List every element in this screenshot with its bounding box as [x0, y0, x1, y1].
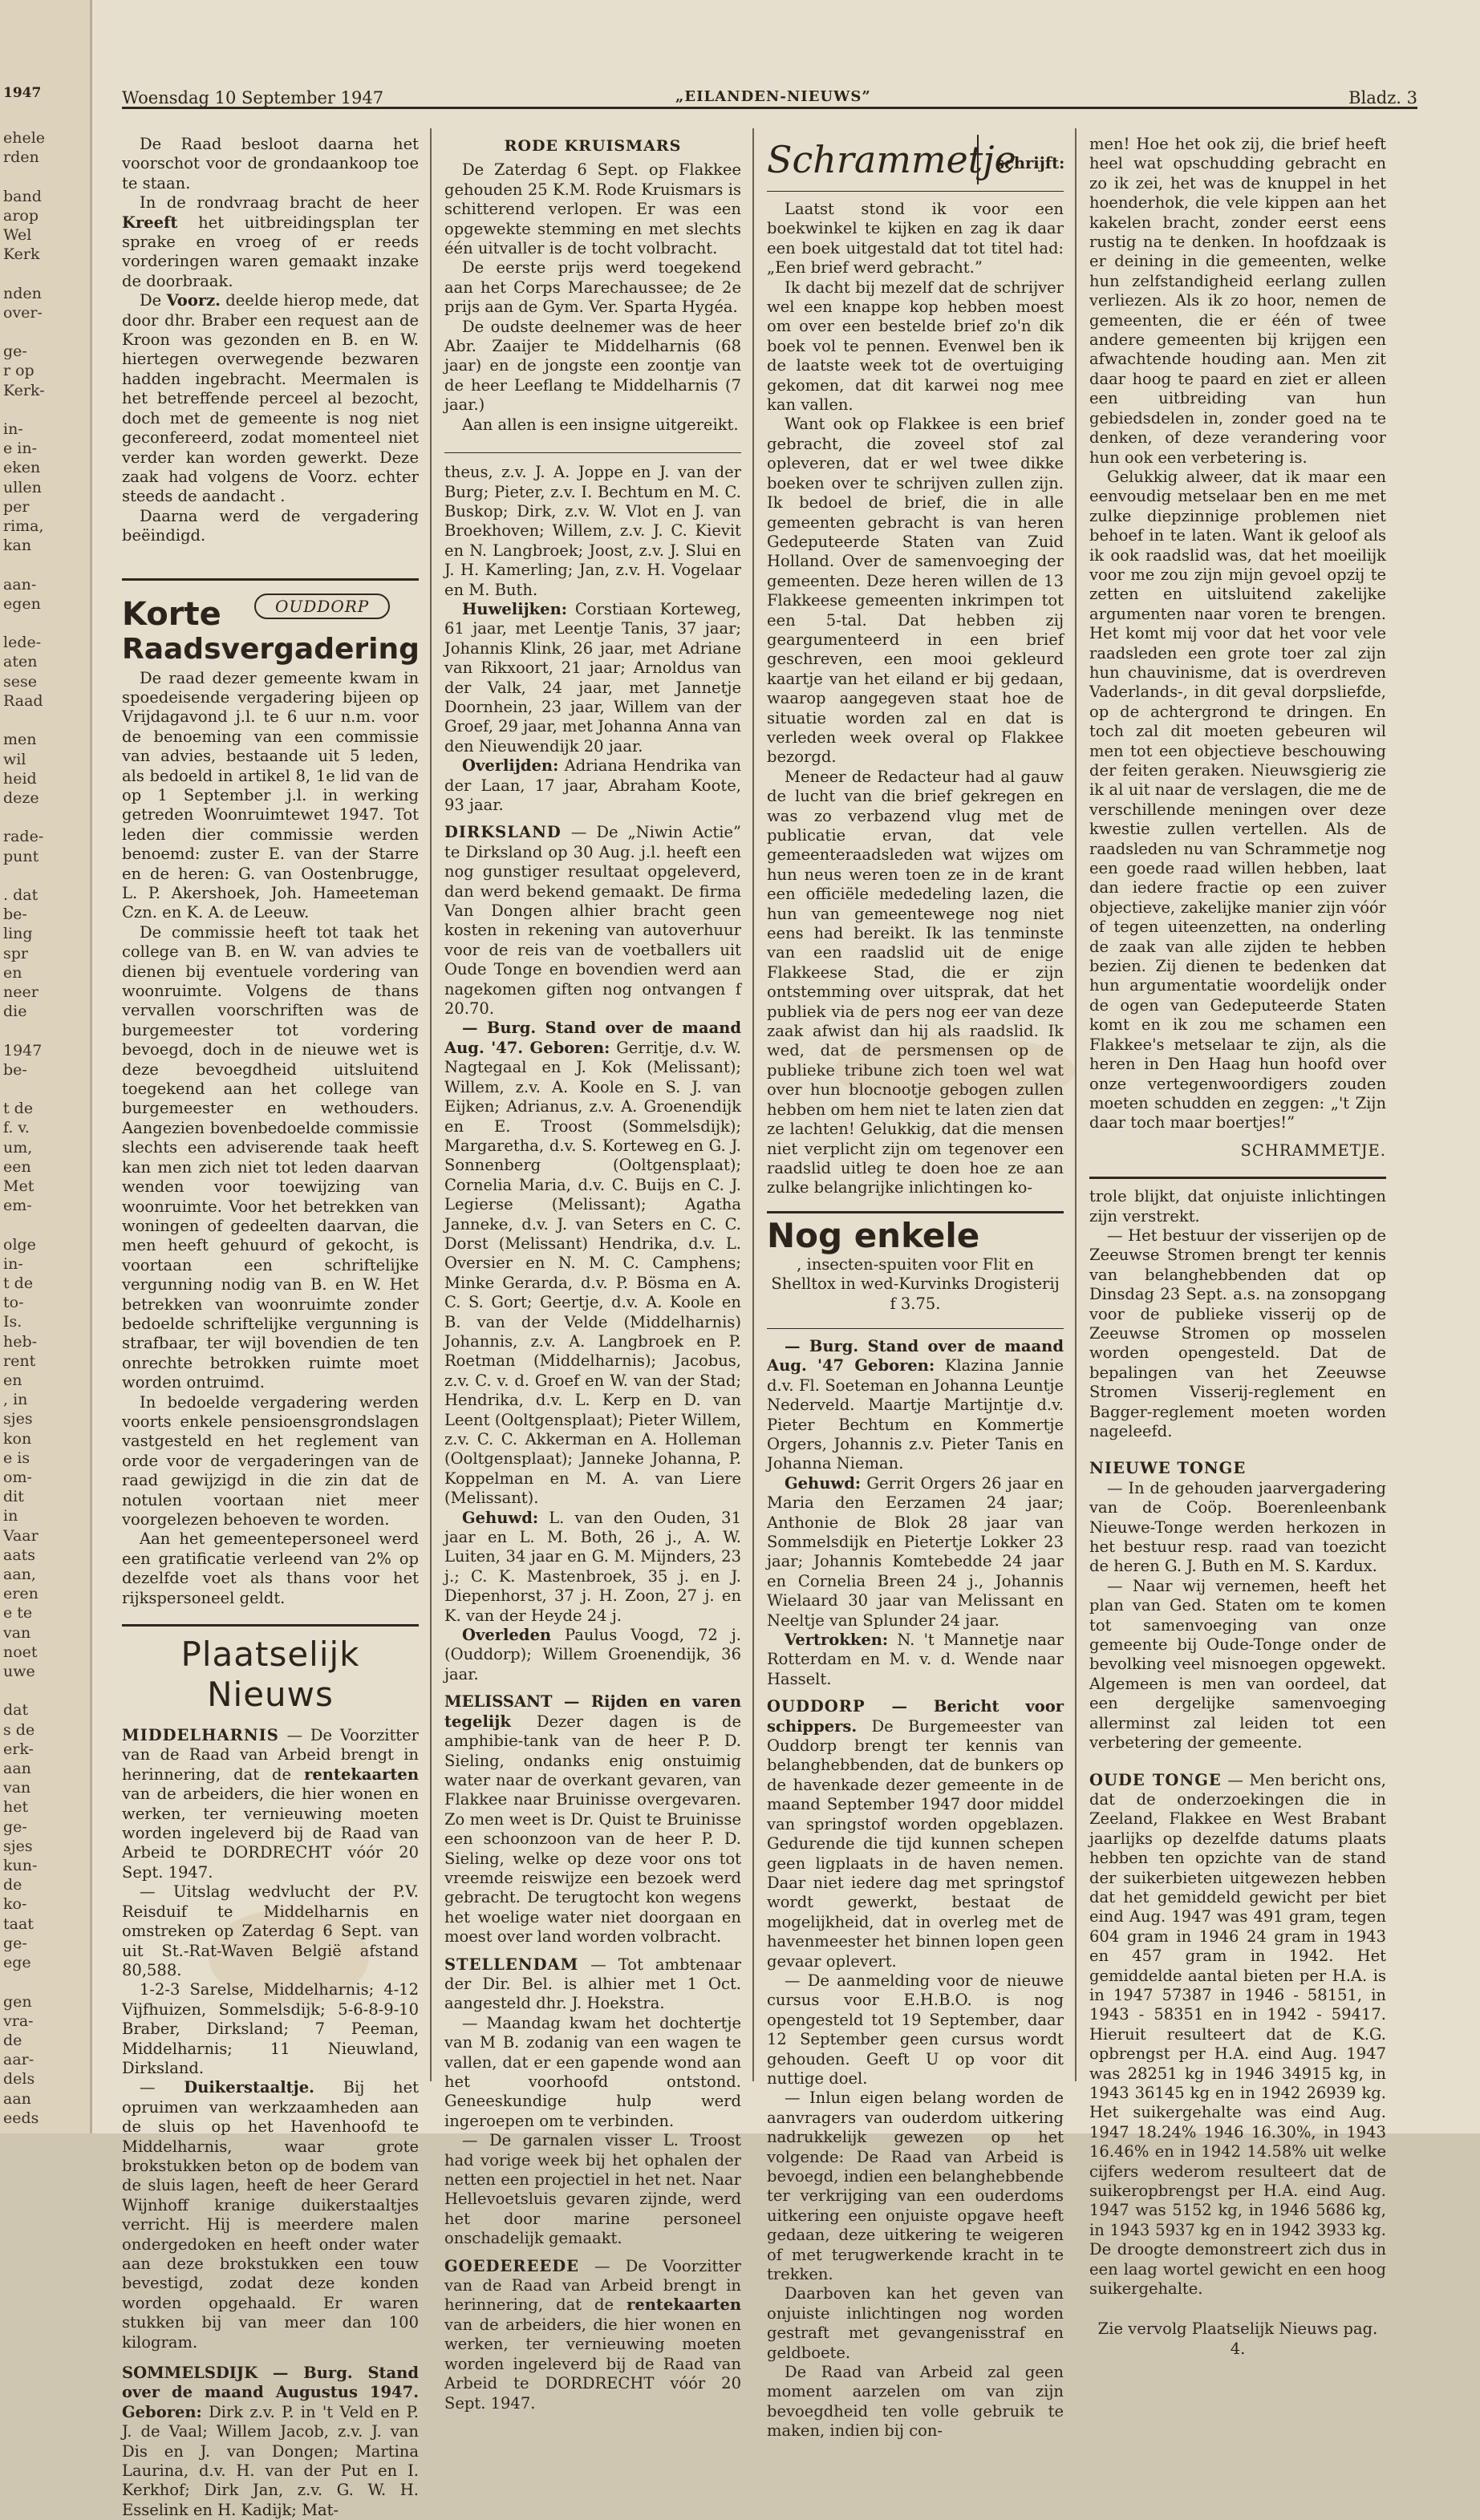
article-text: Overleden Paulus Voogd, 72 j. (Ouddorp); Willem Groenendijk, 36 jaar. — [444, 1626, 741, 1683]
article-text: OUDE TONGE — Men bericht ons, dat de onderzoekingen die in Zeeland, Flakkee en West Brabant jaarlijks op dezelfde datums plaats hebben ten opzichte van de stand der suikerbieten uitgewezen hebben dat het gemiddeld gewicht per biet eind Aug. 1947 was 491 gram, tegen 604 gram in 1946 24 gram in 1943 en 457 gram in 1942. Het gemiddelde aantal bieten per H.A. is in 1947 57387 in 1946 - 58151, in 1943 - 58351 en in 1942 - 59417. Hieruit resulteert dat de K.G. opbrengst per H.A. eind Aug. 1947 was 28251 kg in 1946 34915 kg, in 1943 36145 kg en in 1942 26939 kg. Het suikergehalte was eind Aug. 1947 18.24% 1946 16.30%, in 1943 16.46% en in 1942 14.58% uit welke cijfers wederom resulteert dat de suikeropbrengst per H.A. eind Aug. 1947 was 5152 kg, in 1946 5686 kg, in 1943 5937 kg en in 1942 3933 kg. De droogte demonstreert zich dus in een laag wortel gewicht en een hoog suikergehalte. — [1089, 1770, 1386, 2299]
strip-fragments: ehele rden band arop Wel Kerk nden over- ge- r op Kerk- in- e in- eken ullen per rima, kan aan- egen lede- aten sese Raad men wil heid deze rade- punt . dat be- ling spr en neer die 1947 be- t de f. v. um, een Met em- olge in- t de to- Is. heb- rent en , in sjes kon e is om- dit in Vaar aats aan, eren e te van noet uwe dat s de erk- aan van het ge- sjes kun- de ko- taat ge- ege gen vra- de aar- dels aan eeds — [3, 129, 46, 2127]
header-rule — [122, 107, 1417, 109]
article-text: Gehuwd: Gerrit Orgers 26 jaar en Maria den Eerzamen 24 jaar; Anthonie de Blok 28 jaar van Sommelsdijk en Pietertje Lokker 23 jaar; Johannis Komtebedde 24 jaar en Cornelia Breen 24 j., Johannis Wielaard 30 jaar van Melissant en Neeltje van Splunder 24 jaar. — [767, 1473, 1064, 1630]
article-text: Daarboven kan het geven van onjuiste inlichtingen nog worden gestraft met gevangenisstraf en geldboete. — [767, 2284, 1064, 2362]
article-text: Laatst stond ik voor een boekwinkel te kijken en zag ik daar een boek uitgestald dat tot titel had: „Een brief werd gebracht.” — [767, 200, 1064, 278]
article-text: 1-2-3 Sarelse, Middelharnis; 4-12 Vijfhuizen, Sommelsdijk; 5-6-8-9-10 Braber, Dirksland; 7 Peeman, Middelharnis; 11 Nieuwland, Dirksland. — [122, 1980, 419, 2077]
article-text: Overlijden: Adriana Hendrika van der Laan, 17 jaar, Abraham Koote, 93 jaar. — [444, 756, 741, 814]
article-text: Daarna werd de vergadering beëindigd. — [122, 506, 419, 545]
schrammetje-heading — [767, 135, 1064, 192]
article-text: trole blijkt, dat onjuiste inlichtingen zijn verstrekt. — [1089, 1187, 1386, 1226]
column-rule — [430, 128, 432, 2081]
previous-page-strip — [0, 0, 92, 2133]
article-text: Aan het gemeentepersoneel werd een gratificatie verleend van 2% op dezelfde voet als thans voor het rijkspersoneel geldt. — [122, 1529, 419, 1607]
article-text: Vertrokken: N. 't Mannetje naar Rotterdam en M. v. d. Wende naar Hasselt. — [767, 1631, 1064, 1688]
article-text: Gehuwd: L. van den Ouden, 31 jaar en L. M. Both, 26 j., A. W. Luiten, 34 jaar en G. M. Mijnders, 23 j.; C. K. Mastenbroek, 35 j. en J. Diepenhorst, 37 j. H. Zoon, 27 j. en K. van der Heyde 24 j. — [444, 1508, 741, 1625]
article-text: men! Hoe het ook zij, die brief heeft heel wat opschudding gebracht en zo ik zei, het was de knuppel in het hoenderhok, die vele kippen aan het kakelen bracht, zonder eerst eens rustig na te denken. In hoofdzaak is er deining in die gemeenten, welke hun zelfstandigheid eerlang zullen verliezen. Als ik zo hoor, nemen de gemeenten, die er één of twee andere gemeenten bij krijgen een afwachtende houding aan. Men zit daar hoog te paard en ziet er alleen een uitbreiding van hun gebiedsdelen in, zonder goed na te denken, of deze verandering voor hun ook een verbetering is. — [1089, 135, 1386, 467]
article-text: Huwelijken: Corstiaan Korteweg, 61 jaar, met Leentje Tanis, 37 jaar; Johannis Klink, 26 jaar, met Adriane van Rikxoort, 21 jaar; Arnoldus van der Valk, 24 jaar, met Jannetje Doornhein, 23 jaar, Willem van der Groef, 29 jaar, met Johanna Anna van den Nieuwendijk 20 jaar. — [444, 599, 741, 756]
article-text: De oudste deelnemer was de heer Abr. Zaaijer te Middelharnis (68 jaar) en de jongste een zoontje van de heer Leeflang te Middelharnis (7 jaar.) — [444, 317, 741, 415]
raadsvergadering-title: Raadsvergadering — [122, 632, 420, 666]
nog-enkele-title: Nog enkele — [767, 1215, 980, 1255]
article-text: Gelukkig alweer, dat ik maar een eenvoudig metselaar ben en me met zulke diepzinnige problemen niet behoef in te laten. Want ik geloof als ik ook raadslid was, dat het moeilijk voor me zou zijn mijn gevoel opzij te zetten en uitsluitend zakelijke argumenten naar voren te brengen. Het komt mij voor dat het voor vele raadsleden een grote toer zal zijn hun chauvinisme, dat is overdreven Vaderlands-, in dit geval dorpsliefde, op de achtergrond te dringen. En toch zal dit moeten gebeuren wil men tot een objectieve beschouwing der feiten geraken. Nieuwsgierig zie ik al uit naar de verslagen, die me de verschillende meningen over deze kwestie zullen vertellen. Als de raadsleden nu van Schrammetje nog een goede raad willen hebben, laat dan iedere fractie op een zuiver objectieve, zakelijke manier zijn vóór of tegen uiteenzetten, na onderling de zaak van alle zijden te hebben bezien. Zij dienen te bedenken dat hun argumentatie woordelijk onder de ogen van Gedeputeerde Staten komt en ik zou me schamen een Flakkee's metselaar te zijn, als die heren in Den Haag hun hoofd over onze vertegenwoordigers zouden moeten schudden en zeggen: „'t Zijn daar toch maar boertjes!” — [1089, 467, 1386, 1132]
korte-heading — [122, 589, 419, 669]
article-text: — Burg. Stand over de maand Aug. '47 Geboren: Klazina Jannie d.v. Fl. Soeteman en Johanna Leuntje Nederveld. Maartje Martijntje d.v. Pieter Bechtum en Kommertje Orgers, Johannis z.v. Pieter Tanis en Johanna Nieman. — [767, 1336, 1064, 1473]
strip-year: 1947 — [3, 85, 42, 101]
header-page-number: Bladz. 3 — [1348, 88, 1417, 107]
korte-title: Korte — [122, 595, 221, 633]
page-header — [122, 82, 1417, 109]
article-text: Ik dacht bij mezelf dat de schrijver wel een knappe kop hebben moest om over een bestelde brief zo'n dik boek vol te pennen. Evenwel ben ik de laatste week tot de overtuiging gekomen, dat dit karwei nog mee kan vallen. — [767, 278, 1064, 415]
column-4 — [1089, 135, 1386, 2359]
schrammetje-title: Schrammetje — [767, 138, 1016, 181]
article-text: MIDDELHARNIS — De Voorzitter van de Raad van Arbeid brengt in herinnering, dat de rentekaarten van de arbeiders, die hier wonen en werken, ter vernieuwing moeten worden ingeleverd bij de Raad van Arbeid te DORDRECHT vóór 20 Sept. 1947. — [122, 1726, 419, 1882]
article-text: De raad dezer gemeente kwam in spoedeisende vergadering bijeen op Vrijdagavond j.l. te 6 uur n.m. voor de benoeming van een commissie van advies, bestaande uit 5 leden, als bedoeld in artikel 8, 1e lid van de op 1 September j.l. in werking getreden Woonruimtewet 1947. Tot leden dier commissie werden benoemd: zuster E. van der Starre en de heren: G. van Oostenbrugge, L. P. Akershoek, Joh. Hameeteman Czn. en K. A. de Leeuw. — [122, 668, 419, 922]
nieuwe-tonge-heading: NIEUWE TONGE — [1089, 1459, 1247, 1478]
article-text: De Voorz. deelde hierop mede, dat door dhr. Braber een request aan de Kroon was gezonden en B. en W. hiertegen overwegende bezwaren hadden ingebracht. Meermalen is het betreffende perceel al bezocht, doch met de gemeente is nog niet geconfereerd, zodat momenteel niet verder kan worden gewerkt. Deze zaak had volgens de Voorz. echter steeds de aandacht . — [122, 291, 419, 506]
heading-divider — [977, 135, 979, 184]
article-text: GOEDEREEDE — De Voorzitter van de Raad van Arbeid brengt in herinnering, dat de rentekaarten van de arbeiders, die hier wonen en werken, ter vernieuwing moeten worden ingeleverd bij de Raad van Arbeid te DORDRECHT vóór 20 Sept. 1947. — [444, 2256, 741, 2413]
article-text: De Raad van Arbeid zal geen moment aarzelen om van zijn bevoegdheid ten volle gebruik te maken, indien bij con- — [767, 2363, 1064, 2441]
article-text: In de rondvraag bracht de heer Kreeft het uitbreidingsplan ter sprake en vroeg of er reeds vorderingen waren gemaakt inzake de doorbraak. — [122, 193, 419, 290]
article-text: — Het bestuur der visserijen op de Zeeuwse Stromen brengt ter kennis van belanghebbenden dat op Dinsdag 23 Sept. a.s. na zonsopgang voor de publieke visserij op de Zeeuwse Stromen op mosselen worden opengesteld. Dat de bepalingen van het Zeeuwse Stromen Visserij-reglement en Bagger-reglement moeten worden nageleefd. — [1089, 1226, 1386, 1440]
article-text: — Naar wij vernemen, heeft het plan van Ged. Staten om te komen tot samenvoeging van onze gemeente bij Oude-Tonge onder de bevolking veel misnoegen opgewekt. Algemeen is men van oordeel, dat een dergelijke samenvoeging allerminst zal leiden tot een verbetering der gemeente. — [1089, 1576, 1386, 1752]
article-text: SOMMELSDIJK — Burg. Stand over de maand Augustus 1947. Geboren: Dirk z.v. P. in 't Veld en P. J. de Vaal; Willem Jacob, z.v. J. van Dis en J. van Dongen; Martina Laurina, d.v. H. van der Put en I. Kerkhof; Dirk Jan, z.v. G. W. H. Esselink en H. Kadijk; Mat- — [122, 2364, 419, 2519]
section-rule — [444, 452, 741, 453]
column-rule — [752, 128, 754, 2081]
article-text: — Burg. Stand over de maand Aug. '47. Geboren: Gerritje, d.v. W. Nagtegaal en J. Kok (Melissant); Willem, z.v. A. Koole en S. J. van Eijken; Adrianus, z.v. A. Groenendijk en E. Troost (Sommelsdijk); Margaretha, d.v. S. Korteweg en G. J. Sonnenberg (Ooltgensplaat); Cornelia Maria, d.v. C. Buijs en C. J. Legierse (Melissant); Agatha Janneke, d.v. J. van Seters en C. C. Dorst (Melissant) Hendrika, d.v. L. Oversier en N. M. C. Camphens; Minke Gerarda, d.v. P. Bösma en A. C. S. Gort; Geertje, d.v. A. Koole en B. van der Velde (Middelharnis) Johannis, z.v. A. Langbroek en P. Roetman (Middelharnis); Jacobus, z.v. C. v. d. Groef en W. van der Stad; Hendrika, d.v. L. Kerp en D. van Leent (Ooltgensplaat); Pieter Willem, z.v. C. C. Akkerman en A. Holleman (Ooltgensplaat); Janneke Johanna, P. Koppelman en M. A. van Liere (Melissant). — [444, 1019, 741, 1508]
column-2 — [444, 135, 741, 2413]
column-3 — [767, 135, 1064, 2441]
header-date: Woensdag 10 September 1947 — [122, 88, 384, 107]
page-sheet — [98, 71, 1462, 2519]
article-text: theus, z.v. J. A. Joppe en J. van der Burg; Pieter, z.v. I. Bechtum en M. C. Buskop; Dirk, z.v. W. Vlot en J. van Broekhoven; Willem, z.v. J. C. Kievit en N. Langbroek; Joost, z.v. J. Slui en J. H. Kamerling; Jan, z.v. H. Vogelaar en M. Buth. — [444, 463, 741, 599]
schrijft-label: schrijft: — [995, 154, 1065, 172]
article-text: Aan allen is een insigne uitgereikt. — [462, 415, 739, 434]
article-text: Meneer de Redacteur had al gauw de lucht van die brief gekregen en was zo verbazend vlug met de publicatie ervan, dat vele gemeenteraadsleden wat wijzes om hun neus weren toen ze in de krant een officiële mededeling lazen, die hun van gemeentewege nog niet eens had bereikt. Ik las tenminste van een raadslid uit de enige Flakkeese Stad, die er zijn ontstemming over uitsprak, dat het publiek via de pers nog eer van deze zaak afwist dan hij als raadslid. Ik wed, dat de persmensen op de publieke tribune zich toen wel wat over hun blocnootje gebogen zullen hebben om hem niet te laten zien dat ze lachten! Gelukkig, dat die mensen niet verplicht zijn om tegenover een raadslid uitleg te doen hoe ze aan zulke belangrijke inlichtingen ko- — [767, 767, 1064, 1197]
article-text: — De garnalen visser L. Troost had vorige week bij het ophalen der netten een projectiel in het net. Naar Hellevoetsluis gevaren zijnde, werd het door marine personeel onschadelijk gemaakt. — [444, 2131, 741, 2248]
header-paper-name: „EILANDEN-NIEUWS” — [675, 88, 871, 105]
ouddorp-badge: OUDDORP — [254, 594, 390, 619]
article-text: — De aanmelding voor de nieuwe cursus voor E.H.B.O. is nog opengesteld tot 19 September, daar 12 September geen cursus wordt gehouden. Geeft U op voor dit nuttige doel. — [767, 1971, 1064, 2088]
article-text: DIRKSLAND — De „Niwin Actie” te Dirksland op 30 Aug. j.l. heeft een nog gunstiger resultaat opgeleverd, dan werd bekend gemaakt. De firma Van Dongen alhier bracht geen kosten in rekening van autoverhuur voor de reis van de voetballers uit Oude Tonge en bovendien werd aan nagekomen giften nog ontvangen f 20.70. — [444, 823, 741, 1019]
article-text: De eerste prijs werd toegekend aan het Corps Marechaussee; de 2e prijs aan de Gym. Ver. Sparta Hygéa. — [444, 258, 741, 317]
article-text: — Inlun eigen belang worden de aanvragers van ouderdom uitkering nadrukkelijk gewezen op het volgende: De Raad van Arbeid is bevoegd, indien een belanghebbende ter verkrijging van een ouderdoms uitkering een onjuiste opgave heeft gedaan, deze uitkering te weigeren of met terugwerkende kracht in te trekken. — [767, 2089, 1064, 2284]
article-text: OUDDORP — Bericht voor schippers. De Burgemeester van Ouddorp brengt ter kennis van belanghebbenden, dat de bunkers op de havenkade dezer gemeente in de maand September 1947 door middel van springstof worden opgeblazen. Gedurende die tijd kunnen schepen geen ligplaats in de haven nemen. Daar niet iedere dag met springstof wordt gewerkt, bestaat de mogelijkheid, dat in overleg met de havenmeester het binnen lopen geen gevaar oplevert. — [767, 1697, 1064, 1971]
article-text: MELISSANT — Rijden en varen tegelijk Dezer dagen is de amphibie-tank van de heer P. D. Sieling, ondanks enig onstuimig water naar de overkant gevaren, van Flakkee naar Bruinisse overgevaren. Zo men weet is Dr. Quist te Bruinisse een schoonzoon van de heer P. D. Sieling, welke op deze voor ons tot vreemde reiswijze een bezoek werd gebracht. De terugtocht kon wegens het woelige water niet doorgaan en moest over land worden volbracht. — [444, 1692, 741, 1947]
section-rule — [767, 1328, 1064, 1329]
column-1 — [122, 135, 419, 2520]
section-rule — [1089, 1177, 1386, 1179]
article-text: De commissie heeft tot taak het college van B. en W. van advies te dienen bij eventuele vordering van woonruimte. Volgens de thans vervallen voorschriften was de burgemeester tot vordering bevoegd, doch in de nieuwe wet is deze bevoegdheid uitsluitend toegekend aan het college van burgemeester en wethouders. Aangezien bovenbedoelde commissie slechts een adviserende taak heeft kan men zich niet tot leden daarvan wenden voor toewijzing van woonruimte. Voor het betrekken van woningen of gedeelten daarvan, die men heeft gehuurd of gekocht, is voortaan een schriftelijke vergunning nodig van B. en W. Het betrekken van woonruimte zonder bedoelde schriftelijke vergunning is strafbaar, ter wijl bovendien de ten onrechte betrokken ruimte moet worden ontruimd. — [122, 922, 419, 1392]
article-text: STELLENDAM — Tot ambtenaar der Dir. Bel. is alhier met 1 Oct. aangesteld dhr. J. Hoekstra. — [444, 1955, 741, 2013]
rode-kruismars-heading: RODE KRUISMARS — [504, 137, 682, 155]
article-text: — Maandag kwam het dochtertje van M B. zodanig van een wagen te vallen, dat er een gapende wond aan het voorhoofd ontstond. Geneeskundige hulp werd ingeroepen om te verbinden. — [444, 2013, 741, 2130]
article-text: — In de gehouden jaarvergadering van de Coöp. Boerenleenbank Nieuwe-Tonge werden herkozen in het bestuur resp. raad van toezicht de heren G. J. Buth en M. S. Kardux. — [1089, 1478, 1386, 1576]
article-text: De Raad besloot daarna het voorschot voor de grondaankoop toe te staan. — [122, 135, 419, 192]
plaatselijk-nieuws-title: Plaatselijk Nieuws — [180, 1635, 360, 1715]
column-rule — [1075, 128, 1077, 2081]
article-text: — Uitslag wedvlucht der P.V. Reisduif te Middelharnis en omstreken op Zaterdag 6 Sept. van uit St.-Rat-Waven België afstand 80,588. — [122, 1882, 419, 1979]
section-rule — [122, 1624, 419, 1627]
advert-text: , insecten-spuiten voor Flit en Shelltox in wed-Kurvinks Drogisterij f 3.75. — [771, 1254, 1060, 1313]
article-text: In bedoelde vergadering werden voorts enkele pensioensgrondslagen vastgesteld en het reglement van orde voor de vergaderingen van de raad gewijzigd in die zin dat de notulen voortaan niet meer voorgelezen behoeven te worden. — [122, 1392, 419, 1529]
section-rule — [767, 1211, 1064, 1213]
author-signature: SCHRAMMETJE. — [1240, 1140, 1386, 1160]
continued-note: Zie vervolg Plaatselijk Nieuws pag. 4. — [1097, 2319, 1378, 2358]
article-text: — Duikerstaaltje. Bij het opruimen van werkzaamheden aan de sluis op het Havenhoofd te Middelharnis, waar grote brokstukken beton op de bodem van de sluis lagen, heeft de heer Gerard Wijnhoff kranige duikerstaaltjes verricht. Hij is meerdere malen ondergedoken en heeft onder water aan deze brokstukken een touw bevestigd, zodat deze konden worden opgehaald. Er waren stukken bij van meer dan 100 kilogram. — [122, 2078, 419, 2352]
section-rule — [122, 578, 419, 581]
article-text: Want ook op Flakkee is een brief gebracht, die zoveel stof zal opleveren, dat er wel twee dikke boeken over te schrijven zullen zijn. Ik bedoel de brief, die in alle gemeenten gebracht is van heren Gedeputeerde Staten van Zuid Holland. Over de samenvoeging der gemeenten. Deze heren willen de 13 Flakkeese gemeenten inkrimpen tot een 5-tal. Dat hebben zij geargumenteerd in een brief geschreven, een mooi gekleurd kaartje van het eiland er bij gedaan, waarop aangegeven staat hoe de situatie worden zal en dat is verleden week overal op Flakkee bezorgd. — [767, 415, 1064, 767]
article-text: De Zaterdag 6 Sept. op Flakkee gehouden 25 K.M. Rode Kruismars is schitterend verlopen. Er was een opgewekte stemming en met slechts één uitvaller is de tocht volbracht. — [444, 160, 741, 258]
